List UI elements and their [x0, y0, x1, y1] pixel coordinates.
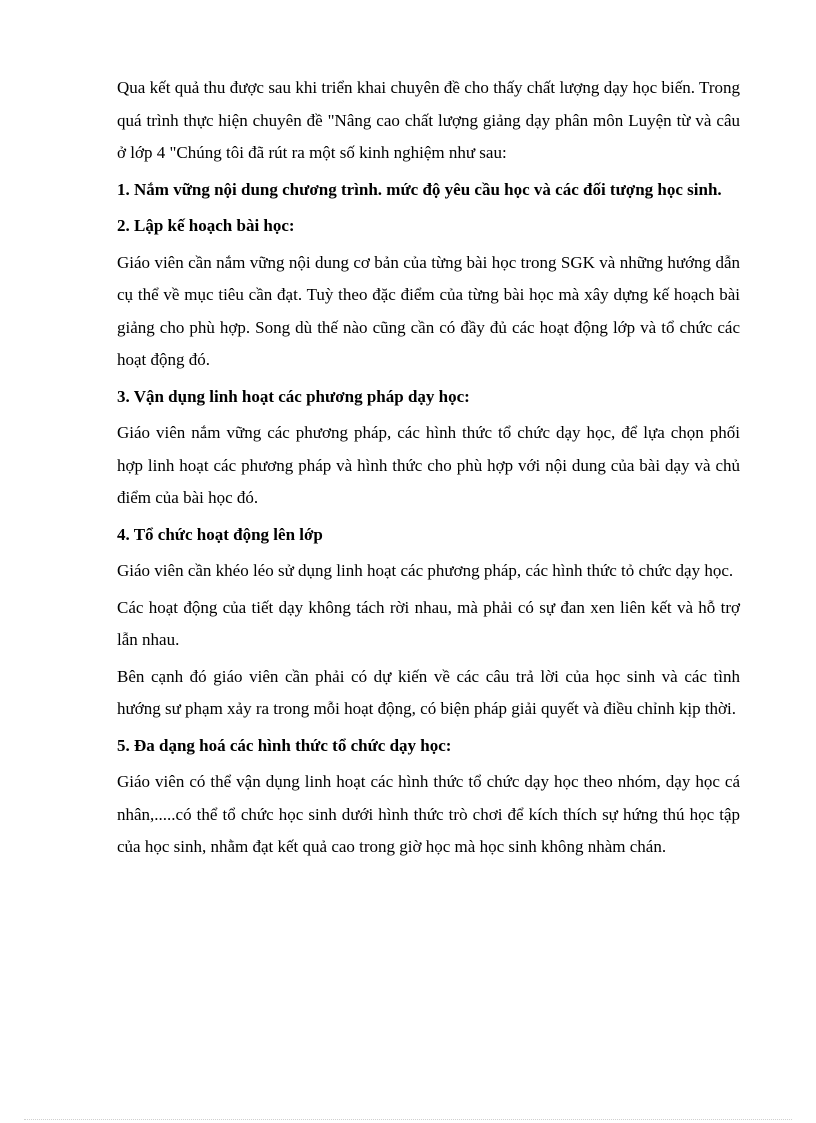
paragraph-4b: Các hoạt động của tiết dạy không tách rời nhau, mà phải có sự đan xen liên kết và hỗ trợ lẫn nhau.: [117, 597, 740, 649]
paragraph-2: Giáo viên cần nắm vững nội dung cơ bản của từng bài học trong SGK và những hướng dẫn cụ thể về mục tiêu cần đạt. Tuỳ theo đặc điểm của từng bài học mà xây dựng kế hoạch bài giảng cho phù hợp. Song dù thế nào cũng cần có đầy đủ các hoạt động lớp và tổ chức các hoạt động đó.: [117, 252, 740, 369]
paragraph-3: Giáo viên nắm vững các phương pháp, các hình thức tổ chức dạy học, để lựa chọn phối hợp linh hoạt các phương pháp và hình thức cho phù hợp với nội dung của bài dạy và chủ điểm của bài học đó.: [117, 423, 740, 507]
paragraph-5: Giáo viên có thể vận dụng linh hoạt các hình thức tổ chức dạy học theo nhóm, dạy học cá nhân,.....có thể tổ chức học sinh dưới hình thức trò chơi để kích thích sự hứng thú học tập của học sinh, nhằm đạt kết quả cao trong giờ học mà học sinh không nhàm chán.: [117, 772, 740, 856]
page-bottom-divider: [24, 1119, 792, 1120]
document-page: [117, 72, 740, 868]
heading-2: 2. Lập kế hoạch bài học:: [117, 216, 295, 235]
intro-paragraph: Qua kết quả thu được sau khi triển khai chuyên đề cho thấy chất lượng dạy học biến. Trong quá trình thực hiện chuyên đề "Nâng cao chất lượng giảng dạy phân môn Luyện từ và câu ở lớp 4 "Chúng tôi đã rút ra một số kinh nghiệm như sau:: [117, 78, 740, 162]
paragraph-4c: Bên cạnh đó giáo viên cần phải có dự kiến về các câu trả lời của học sinh và các tình hướng sư phạm xảy ra trong mỗi hoạt động, có biện pháp giải quyết và điều chỉnh kịp thời.: [117, 666, 740, 718]
heading-5: 5. Đa dạng hoá các hình thức tổ chức dạy học:: [117, 735, 452, 755]
heading-1: 1. Nắm vững nội dung chương trình. mức độ yêu cầu học và các đối tượng học sinh.: [117, 179, 722, 199]
heading-3: 3. Vận dụng linh hoạt các phương pháp dạy học:: [117, 386, 470, 406]
heading-4: 4. Tổ chức hoạt động lên lớp: [117, 524, 323, 544]
paragraph-4a: Giáo viên cần khéo léo sử dụng linh hoạt các phương pháp, các hình thức tỏ chức dạy học.: [117, 561, 734, 580]
